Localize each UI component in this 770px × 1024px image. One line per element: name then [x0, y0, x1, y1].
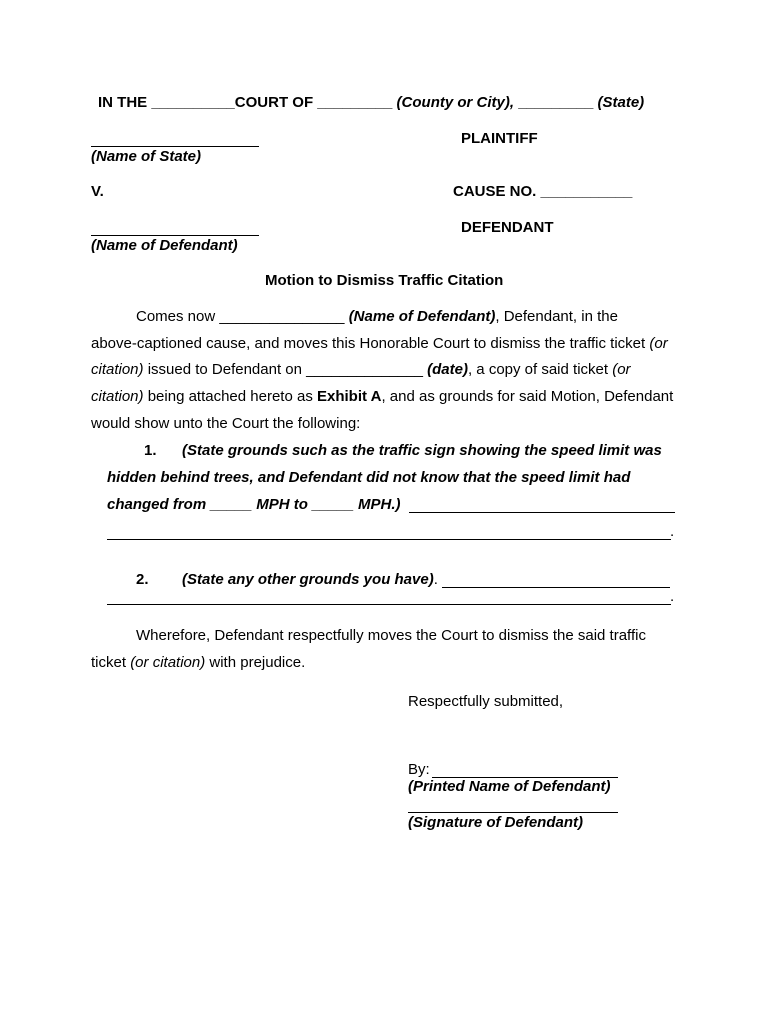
- versus-label: V.: [91, 183, 104, 200]
- or-text-2: (or: [612, 361, 631, 378]
- ground-1-fill-line-1[interactable]: [409, 512, 675, 513]
- ground-2-line: [182, 571, 438, 589]
- comes-now-text: Comes now: [136, 308, 216, 325]
- with-prejudice-text: with prejudice.: [209, 654, 306, 671]
- cause-no: [453, 183, 632, 201]
- mph-to-text: MPH to: [256, 496, 308, 513]
- intro-line-4: [91, 388, 673, 406]
- intro-line-2-text: above-captioned cause, and moves this Honorable Court to dismiss the traffic ticket: [91, 335, 646, 352]
- state-hint: (State): [597, 94, 645, 111]
- ground-1-period: .: [670, 523, 675, 540]
- ground-2-text: (State any other grounds you have): [182, 571, 434, 588]
- ground-2-period: .: [433, 571, 438, 588]
- plaintiff-name-hint: (Name of State): [91, 148, 202, 165]
- or-citation-text: (or citation): [130, 654, 206, 671]
- by-label: By:: [408, 761, 430, 778]
- signature-line[interactable]: [408, 812, 618, 813]
- date-hint: (date): [427, 361, 468, 378]
- plaintiff-label: PLAINTIFF: [461, 130, 538, 147]
- in-the-label: IN THE: [98, 94, 148, 111]
- ground-1-line-3: [107, 496, 400, 514]
- county-or-city-hint: (County or City),: [396, 94, 515, 111]
- citation-text: citation): [91, 361, 144, 378]
- court-blank[interactable]: __________: [151, 94, 235, 111]
- state-blank[interactable]: _________: [518, 94, 594, 111]
- cause-no-blank[interactable]: ___________: [540, 183, 633, 200]
- intro-line-5: would show unto the Court the following:: [91, 415, 361, 432]
- ground-1-fill-line-2[interactable]: [107, 539, 671, 540]
- being-attached-text: being attached hereto as: [147, 388, 313, 405]
- ground-2-fill-line-1[interactable]: [442, 587, 670, 588]
- respectfully-submitted: Respectfully submitted,: [408, 693, 564, 710]
- ground-2-number: 2.: [136, 571, 149, 588]
- defendant-name-hint: (Name of Defendant): [91, 237, 238, 254]
- intro-line-3: [91, 361, 631, 379]
- court-line: [98, 94, 644, 112]
- grounds-text: , and as grounds for said Motion, Defendant: [381, 388, 674, 405]
- mph-to-blank[interactable]: _____: [312, 496, 354, 513]
- wherefore-line-2: [91, 654, 305, 672]
- intro-line-1: [136, 308, 618, 326]
- changed-from-text: changed from: [107, 496, 207, 513]
- ground-1-line-1: (State grounds such as the traffic sign showing the speed limit was: [182, 442, 662, 459]
- ground-2-end-period: .: [670, 588, 675, 605]
- copy-of-text: , a copy of said ticket: [467, 361, 609, 378]
- mph-from-blank[interactable]: _____: [210, 496, 253, 513]
- date-blank[interactable]: ______________: [306, 361, 423, 378]
- intro-line-1-rest: , Defendant, in the: [495, 308, 618, 325]
- defendant-name-blank[interactable]: _______________: [219, 308, 345, 325]
- document-title: Motion to Dismiss Traffic Citation: [265, 272, 504, 289]
- citation-text-2: citation): [91, 388, 144, 405]
- defendant-label: DEFENDANT: [461, 219, 554, 236]
- printed-name-hint: (Printed Name of Defendant): [408, 778, 611, 795]
- ground-1-line-2: hidden behind trees, and Defendant did not know that the speed limit had: [107, 469, 631, 486]
- issued-to-text: issued to Defendant on: [147, 361, 302, 378]
- county-blank[interactable]: _________: [317, 94, 393, 111]
- plaintiff-name-line[interactable]: [91, 146, 259, 147]
- defendant-name-line[interactable]: [91, 235, 259, 236]
- intro-line-2: [91, 335, 668, 353]
- ground-2-fill-line-2[interactable]: [107, 604, 671, 605]
- ground-1-number: 1.: [144, 442, 157, 459]
- or-text: (or: [649, 335, 668, 352]
- mph-close-text: MPH.): [357, 496, 401, 513]
- wherefore-line-1: Wherefore, Defendant respectfully moves the Court to dismiss the said traffic: [136, 627, 646, 644]
- ticket-text: ticket: [91, 654, 127, 671]
- defendant-name-inline-hint: (Name of Defendant): [348, 308, 496, 325]
- signature-hint: (Signature of Defendant): [408, 814, 583, 831]
- cause-no-label: CAUSE NO.: [453, 183, 537, 200]
- court-of-label: COURT OF: [234, 94, 314, 111]
- exhibit-a-label: Exhibit A: [317, 388, 382, 405]
